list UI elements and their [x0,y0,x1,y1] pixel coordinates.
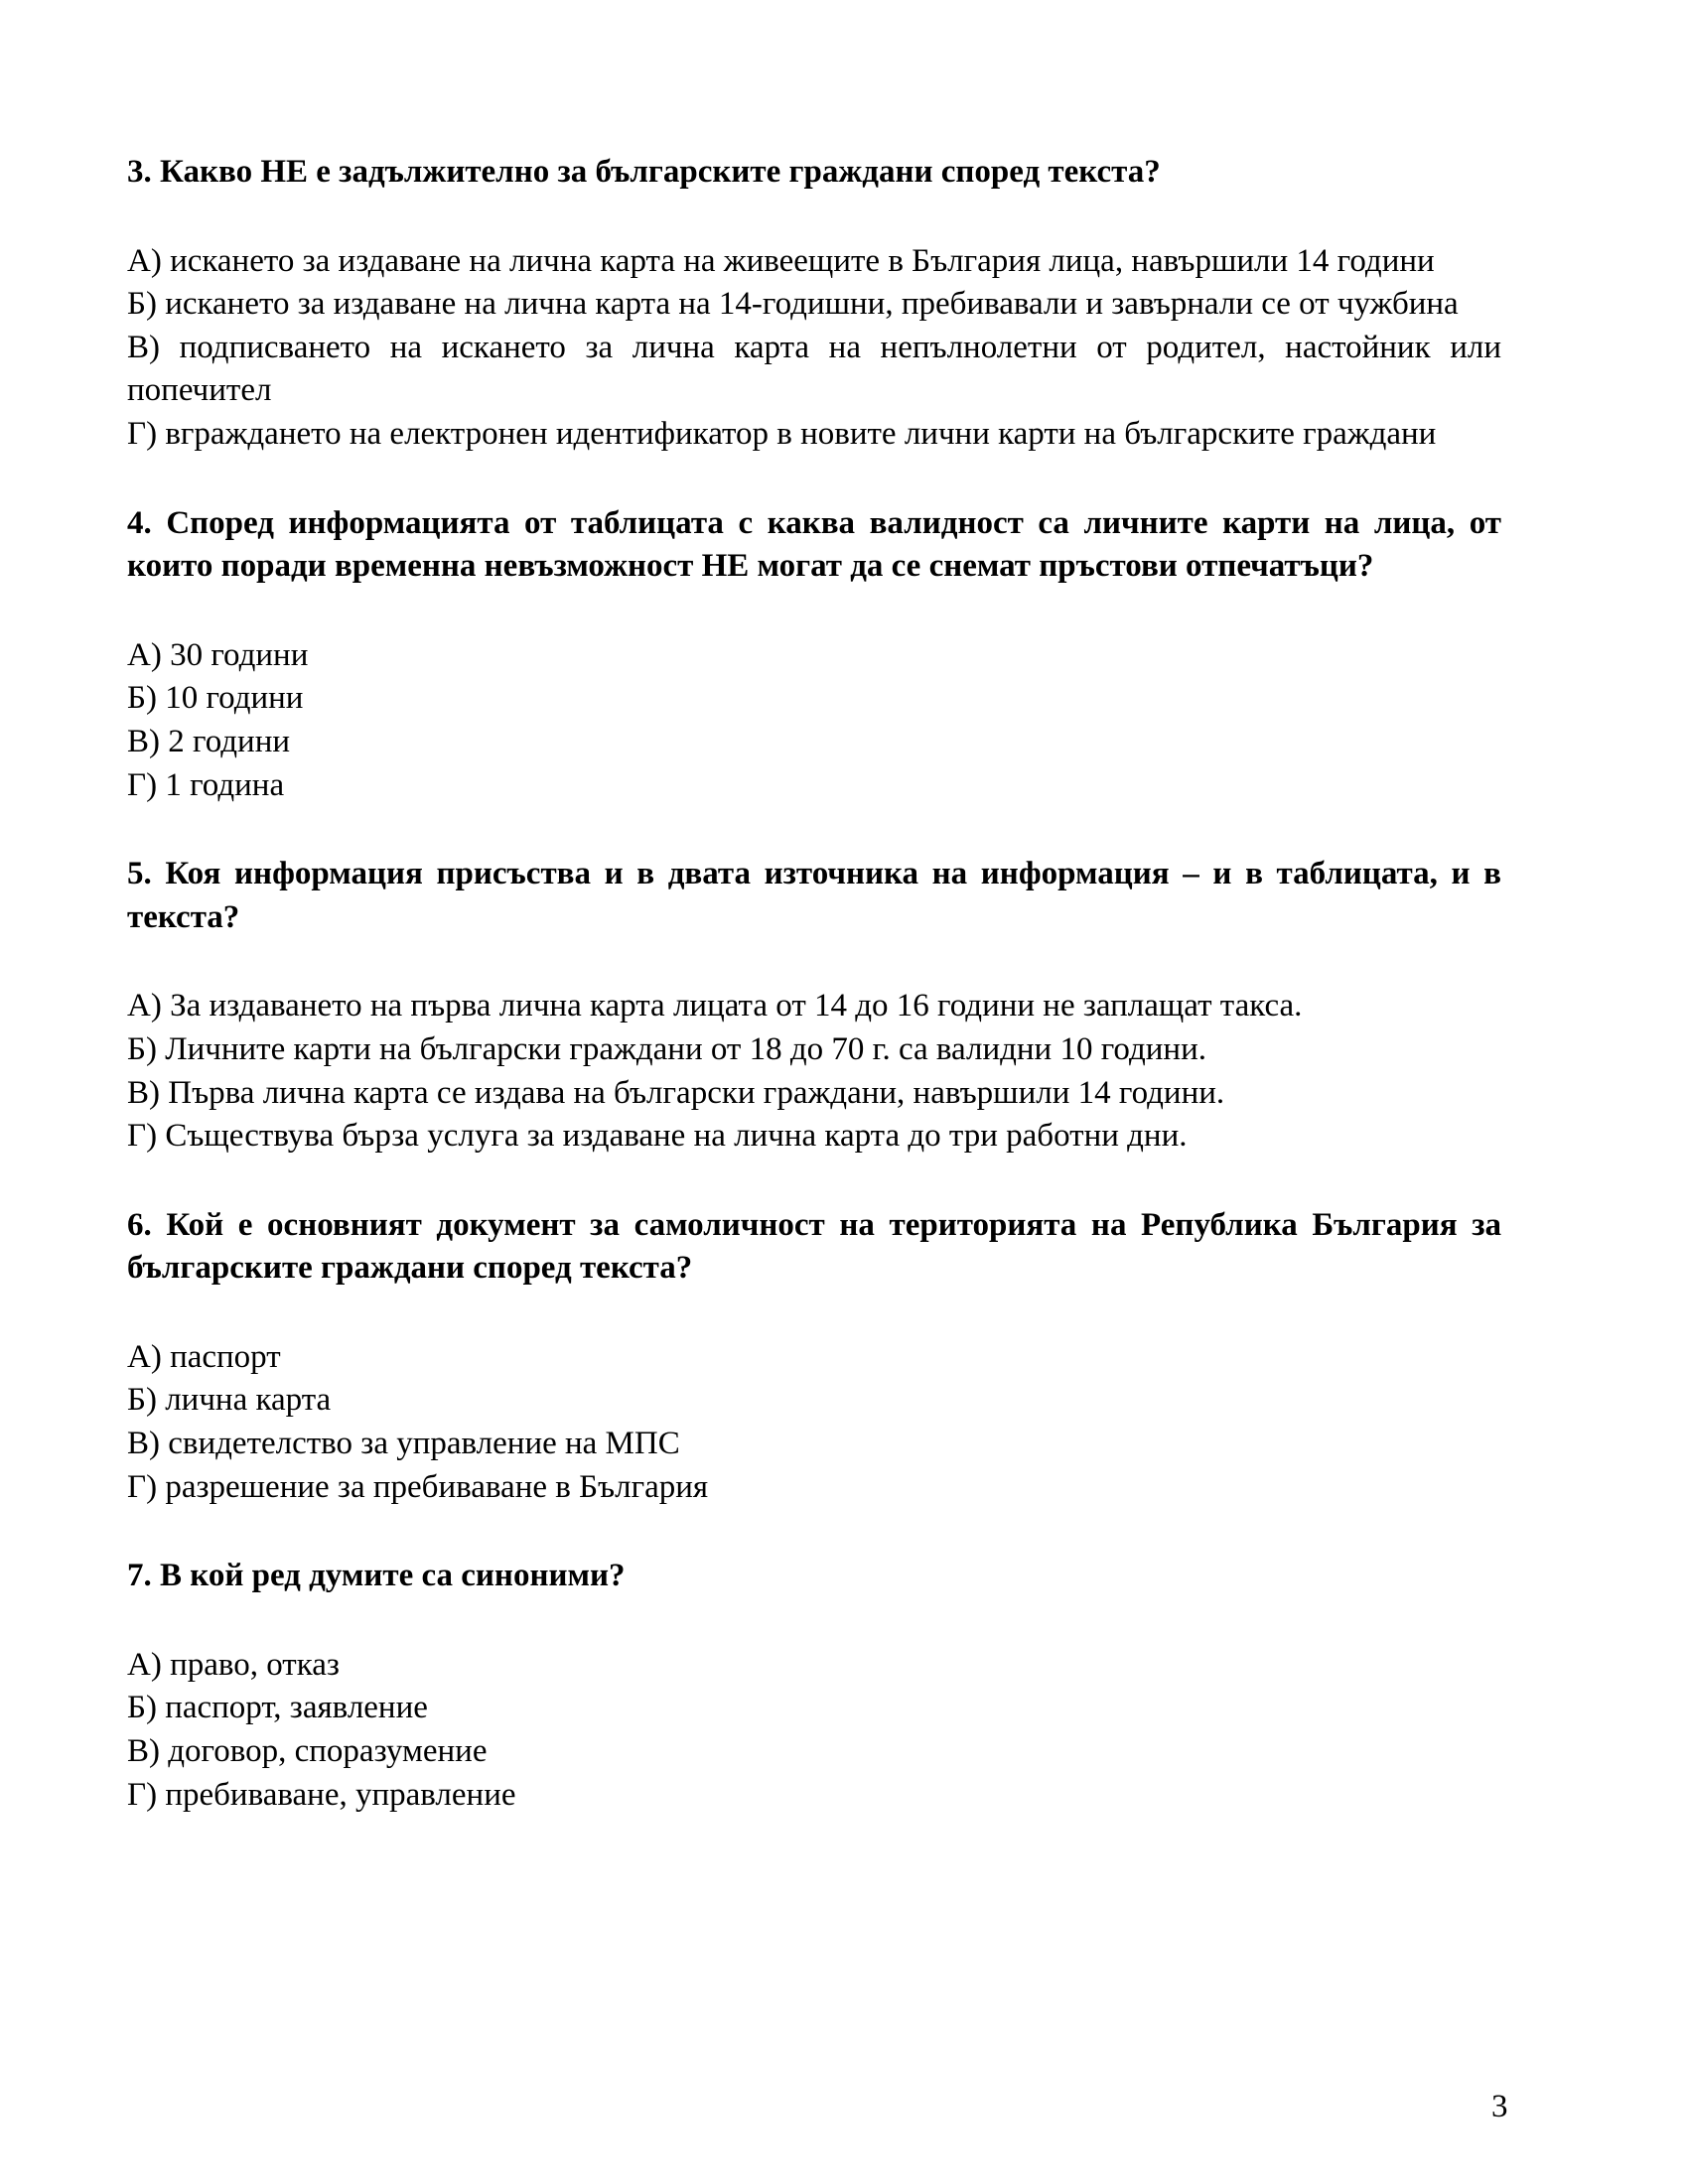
answer-option-g: Г) 1 година [127,766,285,803]
answer-option-b: Б) искането за издаване на лична карта на 14-годишни, пребивавали и завърнали се от чужбина [127,286,1459,323]
question-6-options [127,1336,1501,1509]
answer-option-v: В) Първа лична карта се издава на български граждани, навършили 14 години. [127,1074,1225,1111]
answer-option-v: В) договор, споразумение [127,1733,488,1770]
answer-option-a: А) право, отказ [127,1646,340,1683]
answer-option-a: А) паспорт [127,1338,281,1375]
question-5-options [127,985,1501,1158]
page-number: 3 [1491,2089,1508,2124]
answer-option-b: Б) паспорт, заявление [127,1690,428,1726]
answer-option-v: В) подписването на искането за лична карта на непълнолетни от родител, настойник или попечител [127,329,1501,409]
question-7-heading: 7. В кой ред думите са синоними? [127,1558,626,1594]
question-3-heading: 3. Какво НЕ е задължително за българските граждани според текста? [127,154,1161,190]
question-4-options [127,634,1501,807]
answer-option-v: В) 2 години [127,723,291,759]
question-6-heading: 6. Кой е основният документ за самоличност на територията на Република България за българските граждани според текста? [127,1206,1501,1287]
question-3-options [127,240,1501,457]
question-5 [127,853,1501,1159]
question-6 [127,1204,1501,1510]
answer-option-g: Г) пребиваване, управление [127,1776,516,1813]
question-7 [127,1555,1501,1817]
answer-option-b: Б) Личните карти на български граждани от 18 до 70 г. са валидни 10 години. [127,1030,1207,1067]
document-body [127,151,1501,1862]
question-7-options [127,1644,1501,1817]
answer-option-a: А) искането за издаване на лична карта на живеещите в България лица, навършили 14 години [127,242,1435,279]
answer-option-g: Г) разрешение за пребиваване в България [127,1468,709,1505]
answer-option-b: Б) лична карта [127,1382,332,1419]
answer-option-g: Г) Съществува бърза услуга за издаване на лична карта до три работни дни. [127,1118,1188,1155]
answer-option-a: А) 30 години [127,636,309,673]
question-5-heading: 5. Коя информация присъства и в двата източника на информация – и в таблицата, и в текста? [127,856,1501,935]
answer-option-b: Б) 10 години [127,680,304,717]
answer-option-v: В) свидетелство за управление на МПС [127,1426,680,1462]
question-3 [127,151,1501,457]
answer-option-g: Г) вграждането на електронен идентификатор в новите лични карти на българските граждани [127,415,1437,452]
question-4-heading: 4. Според информацията от таблицата с каква валидност са личните карти на лица, от които поради временна невъзможност НЕ могат да се снемат пръстови отпечатъци? [127,504,1501,585]
answer-option-a: А) За издаването на първа лична карта лицата от 14 до 16 години не заплащат такса. [127,988,1303,1024]
question-4 [127,502,1501,808]
